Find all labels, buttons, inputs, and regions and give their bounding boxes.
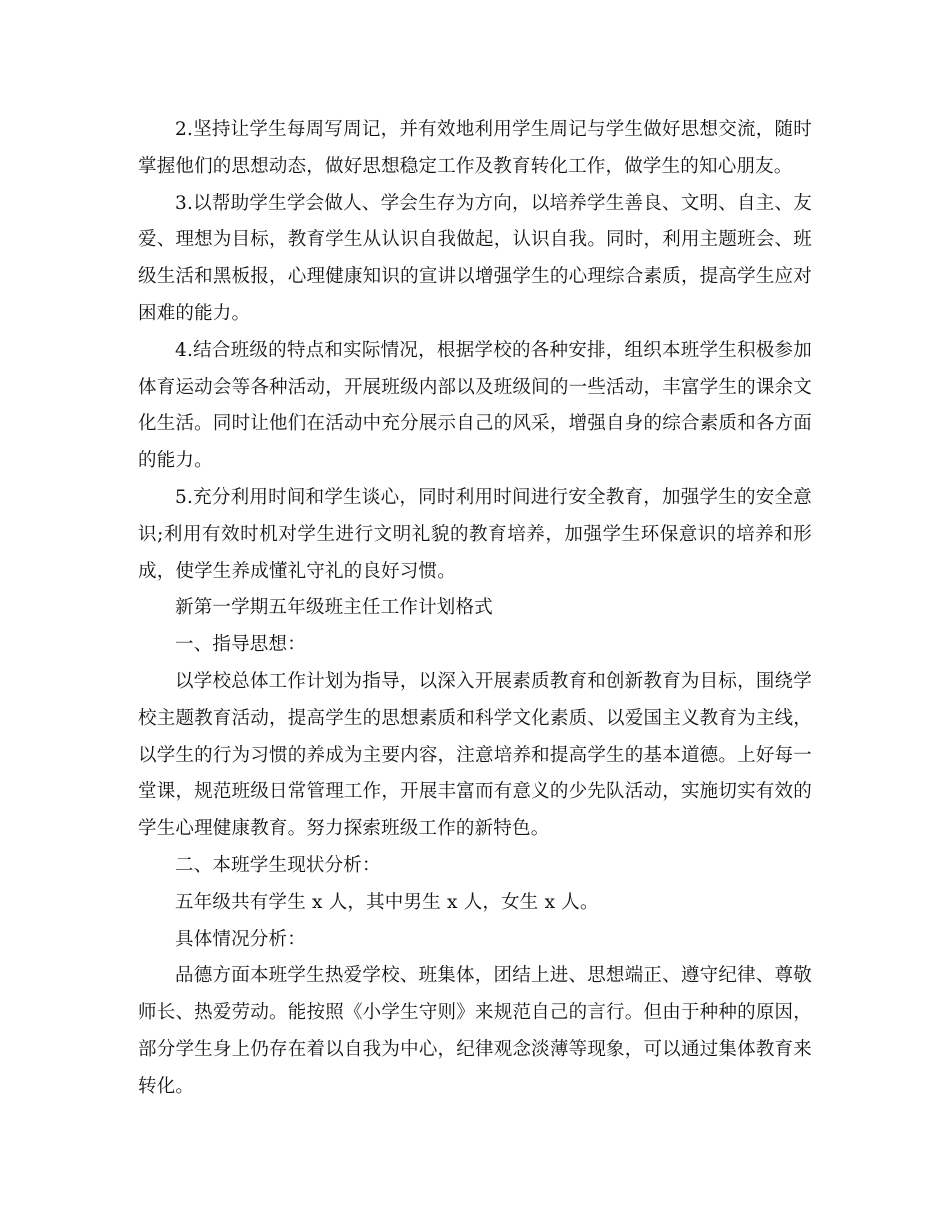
paragraph-moral-aspect: 品德方面本班学生热爱学校、班集体，团结上进、思想端正、遵守纪律、尊敬师长、热爱劳动。能按照《小学生守则》来规范自己的言行。但由于种种的原因，部分学生身上仍存在着以自我为中心，纪律观念淡薄等现象，可以通过集体教育来转化。 bbox=[138, 965, 812, 1097]
document-page bbox=[138, 112, 812, 1106]
heading-guiding-ideology: 一、指导思想： bbox=[175, 634, 306, 656]
heading-class-status: 二、本班学生现状分析： bbox=[175, 854, 381, 876]
heading-detailed-analysis: 具体情况分析： bbox=[175, 928, 306, 950]
paragraph-item-4: 4.结合班级的特点和实际情况，根据学校的各种安排，组织本班学生积极参加体育运动会等各种活动，开展班级内部以及班级间的一些活动，丰富学生的课余文化生活。同时让他们在活动中充分展示自己的风采，增强自身的综合素质和各方面的能力。 bbox=[138, 339, 812, 472]
paragraph-item-5: 5.充分利用时间和学生谈心，同时利用时间进行安全教育，加强学生的安全意识;利用有效时机对学生进行文明礼貌的教育培养，加强学生环保意识的培养和形成，使学生养成懂礼守礼的良好习惯。 bbox=[138, 486, 812, 582]
paragraph-guiding-ideology: 以学校总体工作计划为指导，以深入开展素质教育和创新教育为目标，围绕学校主题教育活动，提高学生的思想素质和科学文化素质、以爱国主义教育为主线，以学生的行为习惯的养成为主要内容，注意培养和提高学生的基本道德。上好每一堂课，规范班级日常管理工作，开展丰富而有意义的少先队活动，实施切实有效的学生心理健康教育。努力探索班级工作的新特色。 bbox=[138, 670, 812, 840]
paragraph-student-count: 五年级共有学生 x 人，其中男生 x 人，女生 x 人。 bbox=[175, 891, 599, 913]
paragraph-item-3: 3.以帮助学生学会做人、学会生存为方向，以培养学生善良、文明、自主、友爱、理想为目标，教育学生从认识自我做起，认识自我。同时，利用主题班会、班级生活和黑板报，心理健康知识的宣讲以增强学生的心理综合素质，提高学生应对困难的能力。 bbox=[138, 192, 812, 324]
section-title: 新第一学期五年级班主任工作计划格式 bbox=[175, 597, 493, 619]
paragraph-item-2: 2.坚持让学生每周写周记，并有效地利用学生周记与学生做好思想交流，随时掌握他们的思想动态，做好思想稳定工作及教育转化工作，做学生的知心朋友。 bbox=[138, 119, 812, 177]
